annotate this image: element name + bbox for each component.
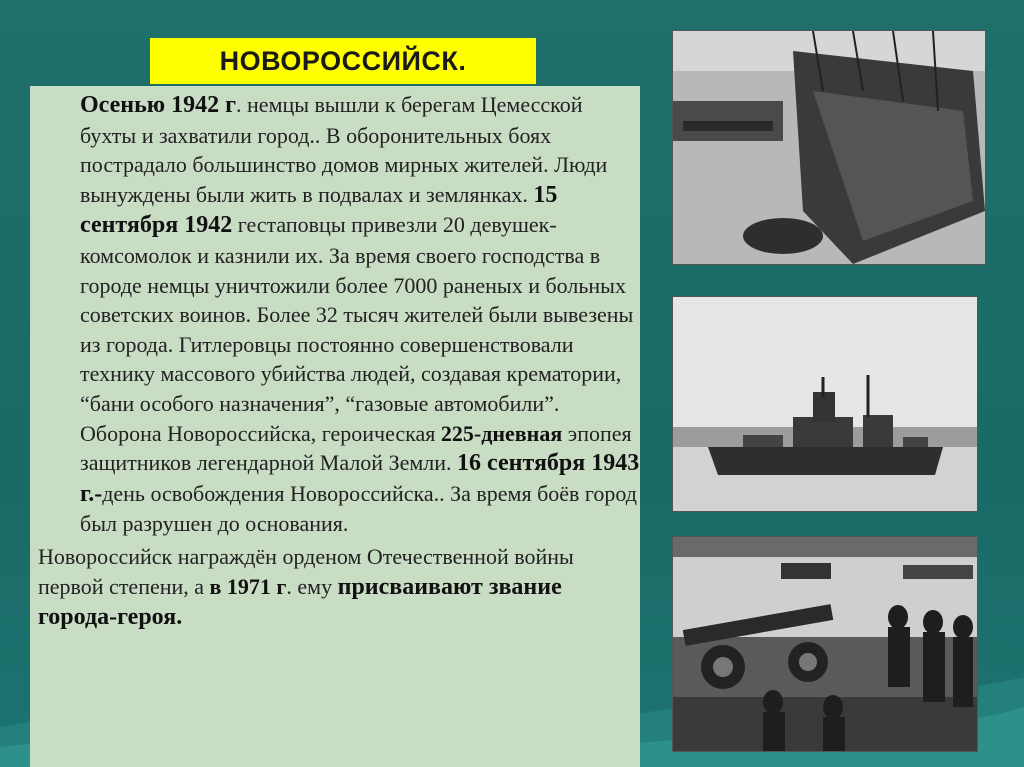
slide-title — [150, 38, 536, 84]
photo-artillery-landing — [672, 536, 978, 752]
hero-city-title: присваивают звание города-героя. — [38, 573, 562, 631]
photo-warship — [672, 296, 978, 512]
paragraph-2 — [38, 542, 640, 633]
date-15-sep-1942: 15 сентября 1942 — [80, 181, 558, 239]
paragraph-1-text-d: день освобождения Новороссийска.. За время боёв город был разрушен до основания. — [80, 480, 637, 537]
title-text: НОВОРОССИЙСК. — [219, 45, 467, 76]
paragraph-1 — [50, 90, 640, 539]
defense-225-days: 225-дневная — [440, 420, 563, 446]
date-16-sep-1943: 16 сентября 1943 г.- — [80, 450, 640, 507]
body-text — [38, 90, 640, 633]
date-1971: в 1971 г — [209, 573, 287, 599]
paragraph-1-text-b: гестаповцы привезли 20 девушек-комсомолок и казнили их. За время своего господства в городе немцы уничтожили более 7000 раненых и больных советских воинов. Более 32 тысяч жителей были вывезены из города. Гитлеровцы постоянно совершенствовали технику массового убийства людей, создавая крематории, “бани особого назначения”, “газовые автомобили”. Оборона Новороссийска, героическая — [80, 212, 634, 446]
paragraph-2-text-b: . ему — [286, 573, 338, 599]
paragraph-2-text-a: Новороссийск награждён орденом Отечественной войны первой степени, а — [38, 543, 574, 599]
paragraph-1-text-c: эпопея защитников легендарной Малой Земли. — [80, 420, 632, 476]
date-autumn-1942: Осенью 1942 г — [80, 92, 237, 118]
paragraph-1-text-a: . немцы вышли к берегам Цемесской бухты и захватили город.. В оборонительных боях пострадало большинство домов мирных жителей. Люди вынуждены были жить в подвалах и землянках. — [80, 92, 608, 207]
photo-harbor-wreck — [672, 30, 986, 265]
